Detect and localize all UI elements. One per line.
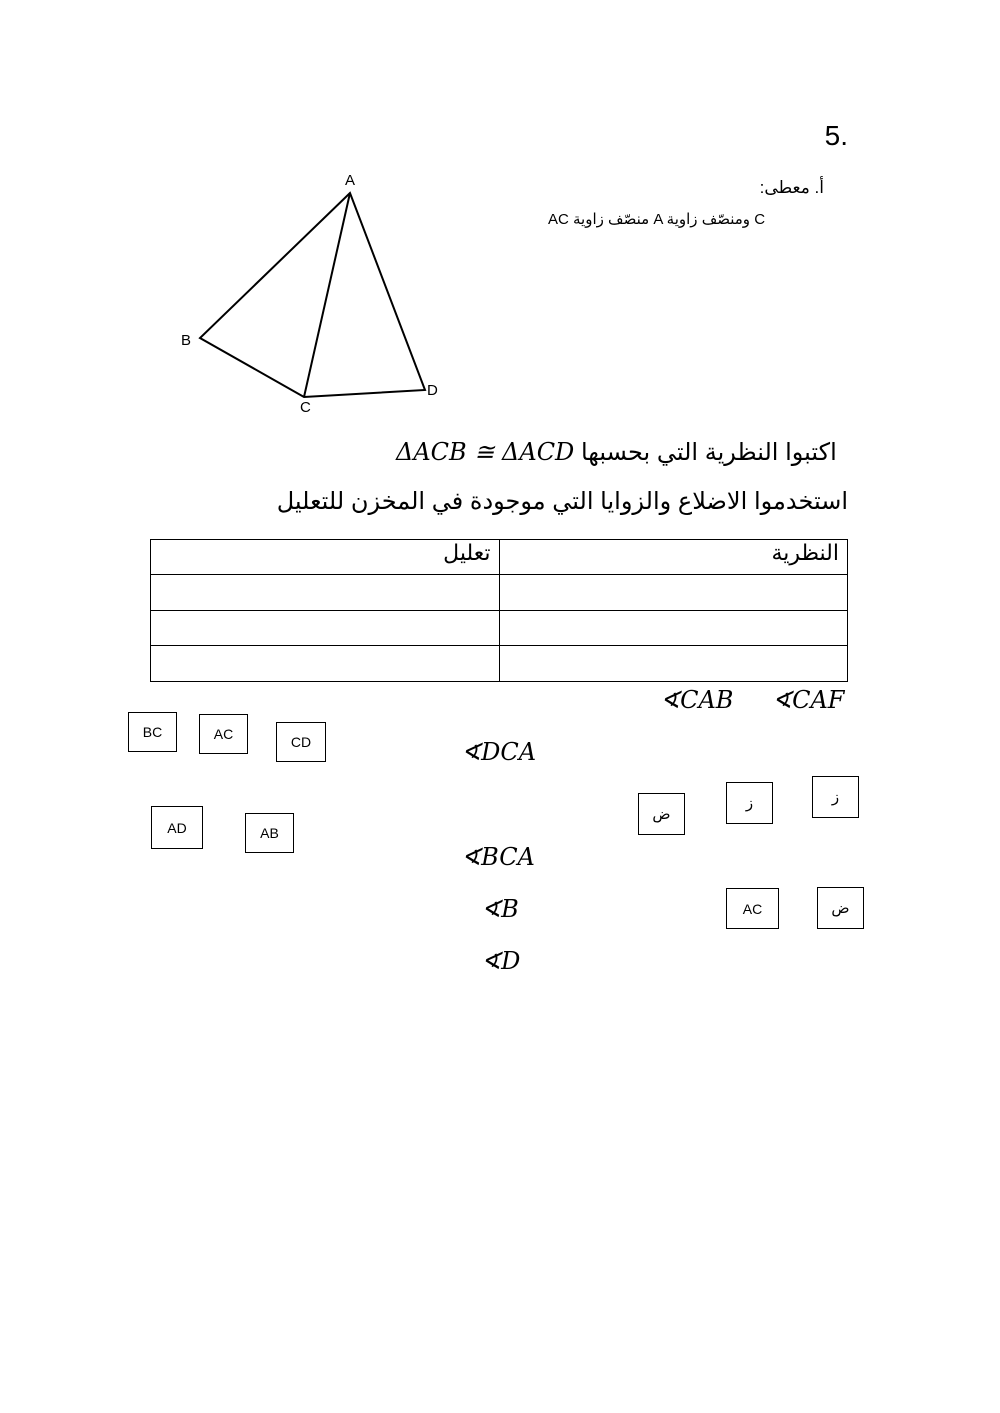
theorem-drop-cell[interactable] [499,575,848,611]
tile-letter-zay-2[interactable]: ز [812,776,859,818]
tile-side-ad[interactable]: AD [151,806,203,849]
angle-dca: ∢DCA [461,738,537,766]
theorem-drop-cell[interactable] [499,646,848,682]
theorem-drop-cell[interactable] [499,610,848,646]
tile-side-cd[interactable]: CD [276,722,326,762]
angle-cab: ∢CAB [660,686,734,714]
angle-bca: ∢BCA [461,843,535,871]
reason-drop-cell[interactable] [151,575,500,611]
table-row [151,646,848,682]
tile-letter-dad[interactable]: ض [638,793,685,835]
angle-d: ∢D [481,947,521,975]
table-row [151,575,848,611]
tile-letter-zay[interactable]: ز [726,782,773,824]
header-theorem: النظرية [499,540,848,575]
header-reason: تعليل [151,540,500,575]
instruction-reasons: استخدموا الاضلاع والزوايا التي موجودة في المخزن للتعليل [276,488,848,515]
table-header-row [151,540,848,575]
quadrilateral-figure [0,0,1000,440]
given-text: AC منصّف زاوية A ومنصّف زاوية C [548,211,766,228]
table-row [151,610,848,646]
given-title: أ. معطى: [759,178,824,197]
vertex-label-d: D [427,382,438,399]
question-number: 5. [824,120,848,151]
tile-side-ac[interactable]: AC [199,714,248,754]
tile-side-bc[interactable]: BC [128,712,177,752]
reason-drop-cell[interactable] [151,646,500,682]
instruction-theorem-text: اكتبوا النظرية التي بحسبها [580,439,837,466]
angle-caf: ∢CAF [772,686,845,714]
instruction-theorem [396,438,837,467]
reason-drop-cell[interactable] [151,610,500,646]
tile-side-ac-2[interactable]: AC [726,888,779,929]
vertex-label-c: C [300,399,311,416]
quadrilateral-outline [200,193,425,397]
tile-letter-dad-2[interactable]: ض [817,887,864,929]
tile-side-ab[interactable]: AB [245,813,294,853]
angle-b: ∢B [481,895,519,923]
diagonal-ac [304,193,350,397]
vertex-label-b: B [181,332,192,349]
vertex-label-a: A [345,172,356,189]
theorem-table [150,539,848,682]
congruence-statement: ΔACB ≅ ΔACD [396,438,575,466]
